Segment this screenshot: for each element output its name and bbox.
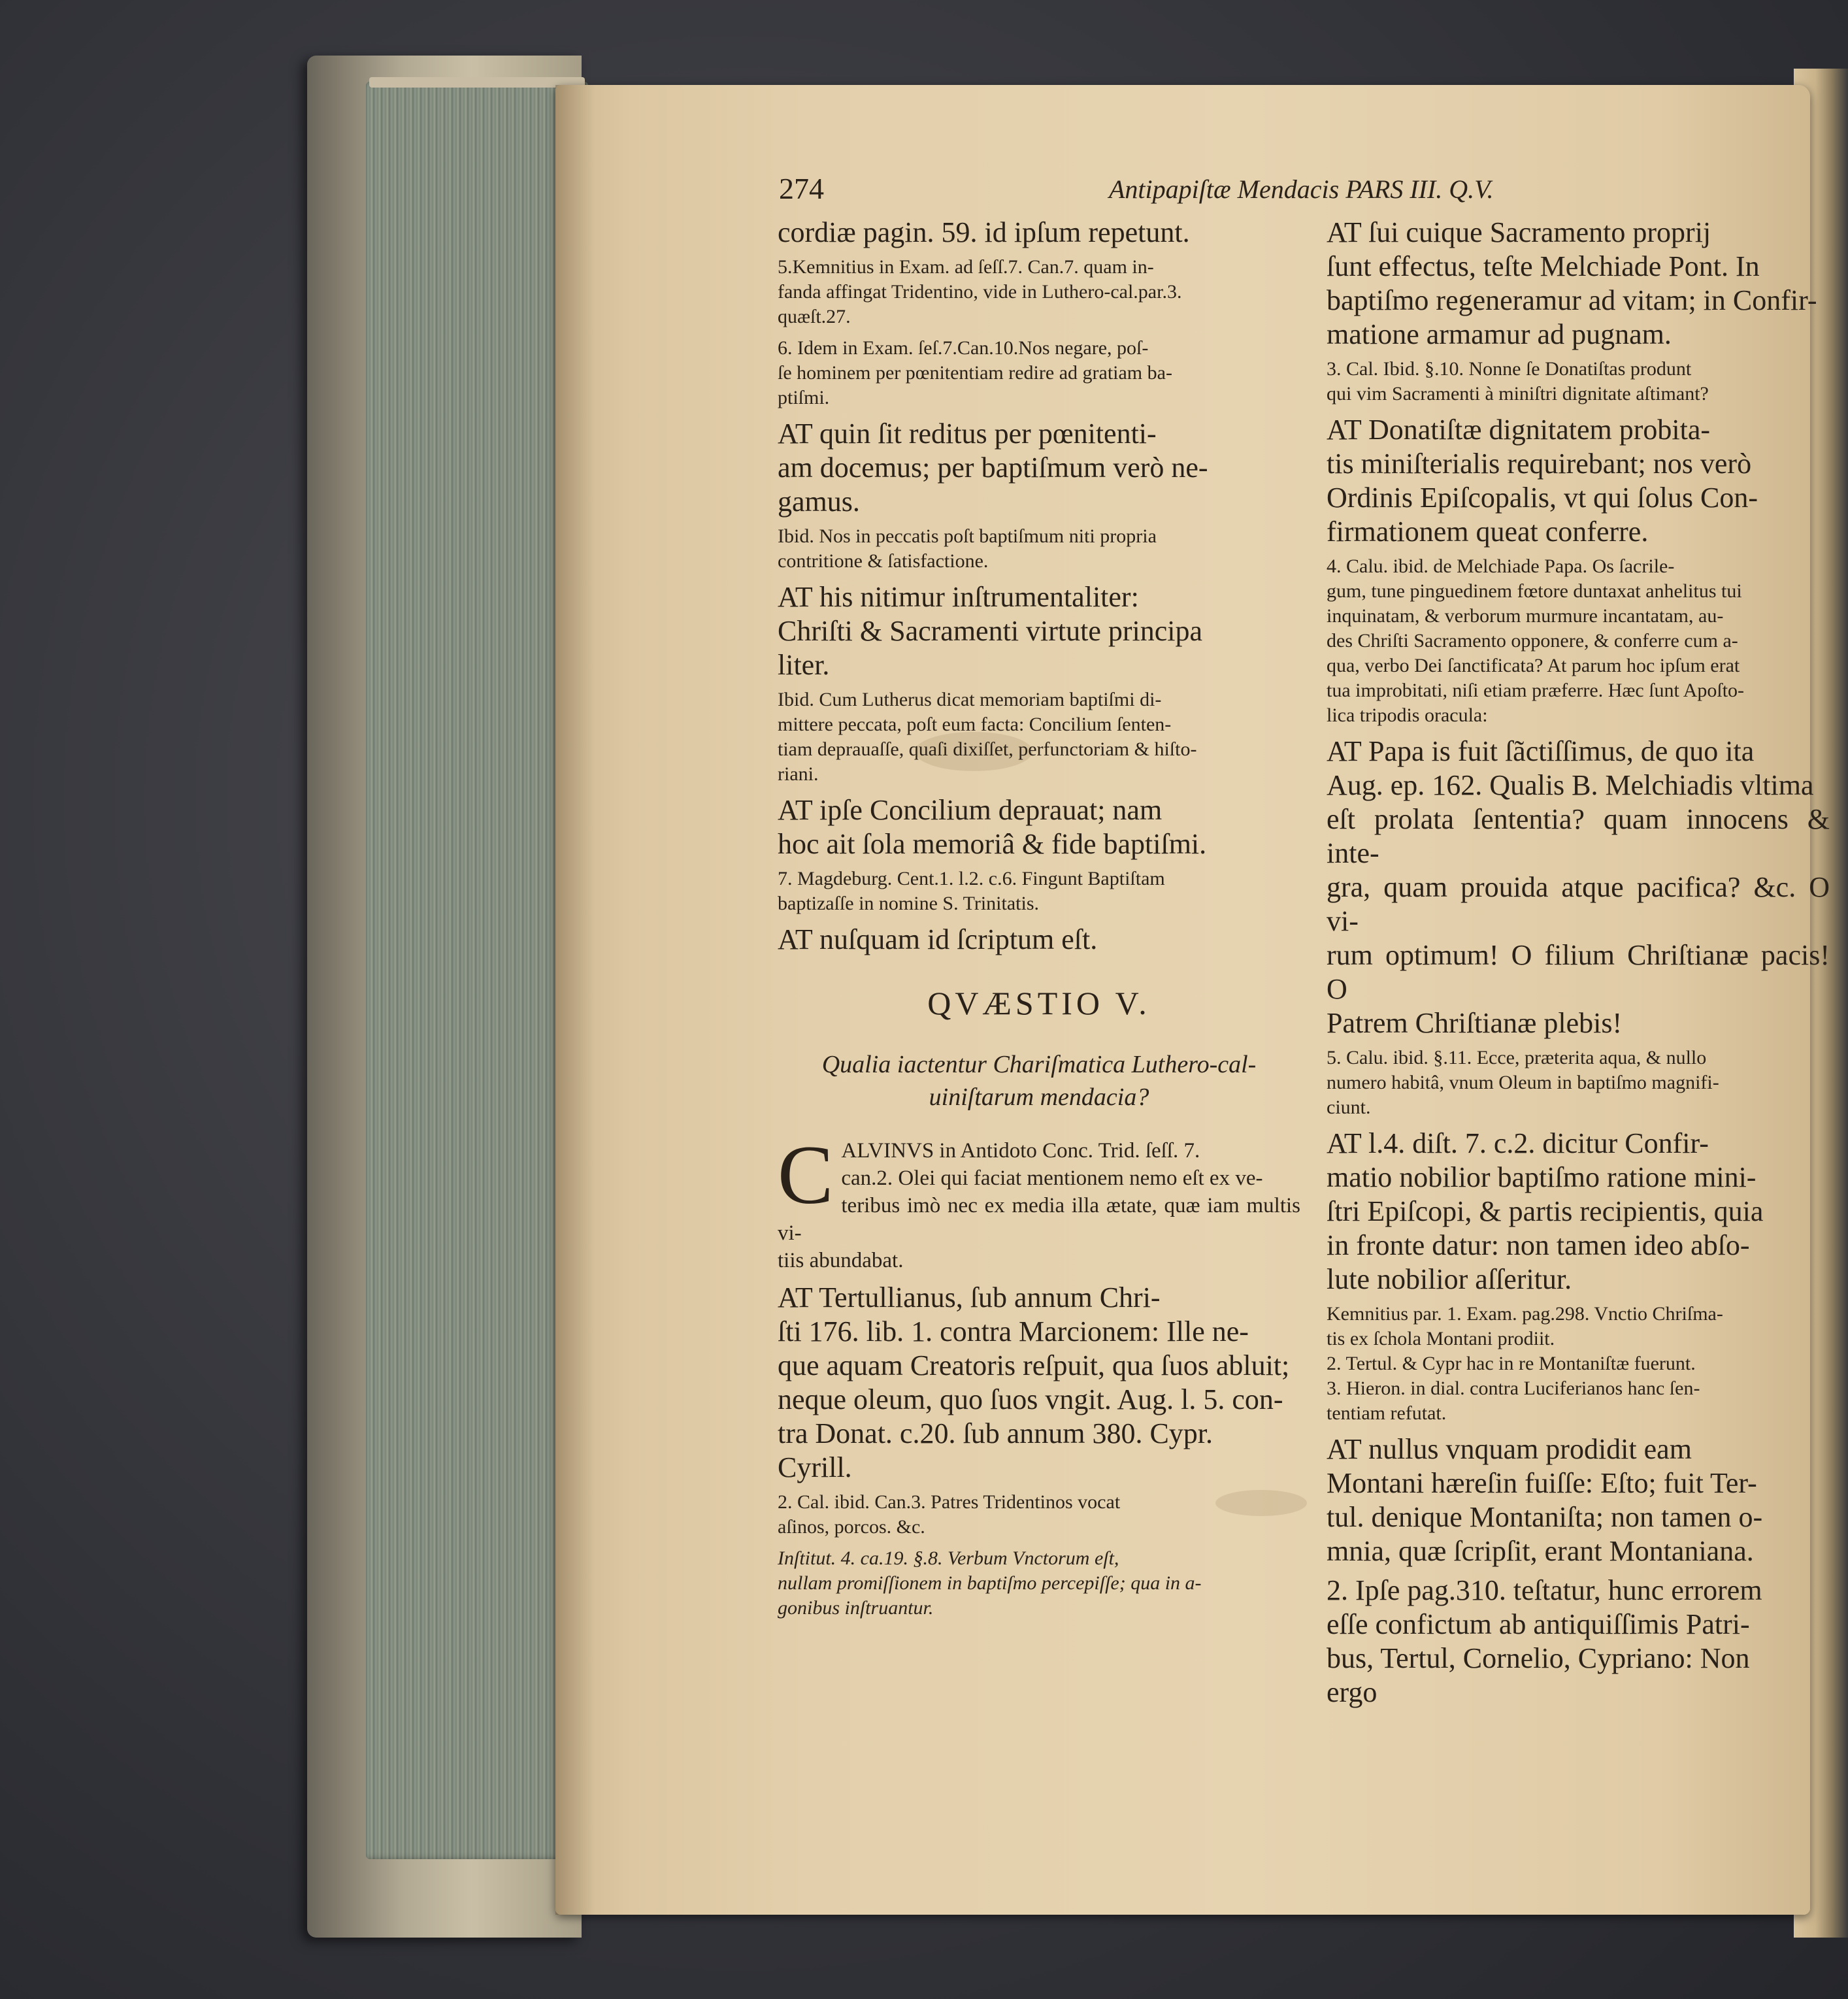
marginal-note: 4. Calu. ibid. de Melchiade Papa. Os ſacrile- gum, tune pinguedinem fœtore duntaxat anhelitus tui inquinatam, & verborum murmure incantatam, au- des Chriſti Sacramento opponere, & conferre cum a- qua, verbo Dei ſanctificata? At parum hoc ipſum erat tua improbitati, niſi etiam præferre. Hæc ſunt Apoſto- lica tripodis oracula: (1327, 555, 1745, 726)
main-paragraph: AT l.4. diſt. 7. c.2. dicitur Confir- matio nobilior baptiſmo ratione mini- ſtri Epiſcopi, & partis recipientis, quia in fronte datur: non tamen ideo abſo- lute nobilior aſſeritur. (1327, 1127, 1764, 1295)
marginal-note: 2. Cal. ibid. Can.3. Patres Tridentinos vocat aſinos, porcos. &c. (778, 1491, 1121, 1538)
page-number: 274 (779, 172, 824, 205)
main-paragraph: AT quin ſit reditus per pœnitenti- am docemus; per baptiſmum verò ne- gamus. (778, 418, 1208, 518)
page-block-top (369, 77, 585, 88)
marginal-note: Ibid. Nos in peccatis poſt baptiſmum niti propria contritione & ſatisfactione. (778, 525, 1157, 572)
main-paragraph: AT Papa is fuit ſãctiſſimus, de quo ita Aug. ep. 162. Qualis B. Melchiadis vltima eſt prolata ſententia? quam innocens & inte- gra, quam prouida atque pacifica? &c. O vi- rum optimum! O filium Chriſtianæ pacis! O Patrem Chriſtianæ plebis! (1327, 735, 1830, 1039)
drop-cap-initial: C (778, 1129, 834, 1221)
right-column (1327, 216, 1830, 1715)
main-paragraph: 2. Ipſe pag.310. teſtatur, hunc errorem eſſe confictum ab antiquiſſimis Patri- bus, Tertul, Cornelio, Cypriano: Non ergo (1327, 1574, 1762, 1708)
main-paragraph: AT nuſquam id ſcriptum eſt. (778, 923, 1098, 955)
page-header (779, 171, 1498, 210)
marginal-note: 7. Magdeburg. Cent.1. l.2. c.6. Fingunt Baptiſtam baptizaſſe in nomine S. Trinitatis. (778, 868, 1165, 914)
left-column (778, 216, 1300, 1627)
marginal-note: Ibid. Cum Lutherus dicat memoriam baptiſmi di- mittere peccata, poſt eum facta: Concilium ſenten- tiam deprauaſſe, quaſi dixiſſet, perfunctoriam & hiſto- riani. (778, 689, 1197, 785)
marginal-note: Inſtitut. 4. ca.19. §.8. Verbum Vnctorum eſt, nullam promiſſionem in baptiſmo percepiſſe; qua in a- gonibus inſtruantur. (778, 1547, 1202, 1619)
main-paragraph: AT ipſe Concilium deprauat; nam hoc ait ſola memoriâ & fide baptiſmi. (778, 794, 1207, 860)
marginal-note: 6. Idem in Exam. ſeſ.7.Can.10.Nos negare, poſ- ſe hominem per pœnitentiam redire ad gratiam ba- ptiſmi. (778, 337, 1172, 408)
main-paragraph: AT ſui cuique Sacramento proprij ſunt effectus, teſte Melchiade Pont. In baptiſmo regeneramur ad vitam; in Confir- matione armamur ad pugnam. (1327, 216, 1817, 350)
marginal-note: 5. Calu. ibid. §.11. Ecce, præterita aqua, & nullo numero habitâ, vnum Oleum in baptiſmo magnifi- ciunt. (1327, 1047, 1719, 1118)
main-paragraph: cordiæ pagin. 59. id ipſum repetunt. (778, 216, 1190, 248)
opening-paragraph-text: ALVINVS in Antidoto Conc. Trid. ſeſſ. 7. can.2. Olei qui faciat mentionem nemo eſt ex ve- teribus imò nec ex media illa ætate, quæ iam multis vi- tiis abundabat. (778, 1139, 1300, 1272)
question-heading: QVÆSTIO V. (927, 985, 1151, 1021)
main-paragraph: AT nullus vnquam prodidit eam Montani hæreſin fuiſſe: Eſto; fuit Ter- tul. denique Montaniſta; non tamen o- mnia, quæ ſcripſit, erant Montaniana. (1327, 1433, 1763, 1567)
marginal-note: 5.Kemnitius in Exam. ad ſeſſ.7. Can.7. quam in- fanda affingat Tridentino, vide in Luthero-cal.par.3. quæſt.27. (778, 256, 1182, 327)
running-title: Antipapiſtæ Mendacis PARS III. Q.V. (1109, 174, 1494, 204)
marginal-note: 3. Cal. Ibid. §.10. Nonne ſe Donatiſtas produnt qui vim Sacramenti à miniſtri dignitate aſtimant? (1327, 358, 1709, 405)
page-block-edges (366, 82, 588, 1859)
marginal-note: Kemnitius par. 1. Exam. pag.298. Vnctio Chriſma- tis ex ſchola Montani prodiit. 2. Tertul. & Cypr hac in re Montaniſtæ fuerunt. 3. Hieron. in dial. contra Luciferianos hanc ſen- tentiam refutat. (1327, 1303, 1723, 1424)
opening-paragraph (778, 1129, 1300, 1281)
gutter-shadow (555, 85, 595, 1915)
main-paragraph: AT Donatiſtæ dignitatem probita- tis miniſterialis requirebant; nos verò Ordinis Epiſcopalis, vt qui ſolus Con- firmationem queat conferre. (1327, 414, 1758, 548)
question-subtitle: Qualia iactentur Chariſmatica Luthero-cal- uiniſtarum mendacia? (821, 1051, 1257, 1111)
main-paragraph: AT Tertullianus, ſub annum Chri- ſti 176. lib. 1. contra Marcionem: Ille ne- que aquam Creatoris reſpuit, qua ſuos abluit; neque oleum, quo ſuos vngit. Aug. l. 5. con- tra Donat. c.20. ſub annum 380. Cypr. Cyrill. (778, 1281, 1290, 1483)
main-paragraph: AT his nitimur inſtrumentaliter: Chriſti & Sacramenti virtute principa liter. (778, 581, 1203, 681)
